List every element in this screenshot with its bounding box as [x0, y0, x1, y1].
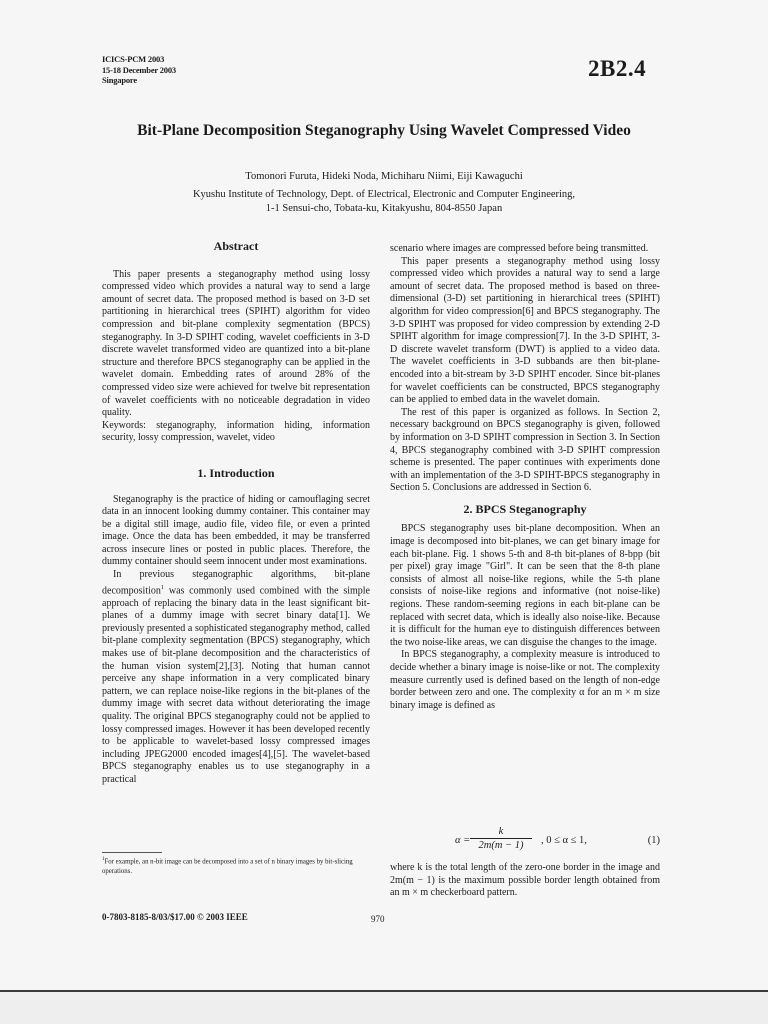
page-number: 970 — [371, 914, 385, 924]
body-paragraph: scenario where images are compressed before being transmitted. — [390, 243, 649, 254]
equation-numerator: k — [498, 826, 504, 837]
abstract-body: This paper presents a steganography method using lossy compressed video which provides a natural way to send a large amount of secret data. The proposed method is based on 3-D set partitioning in hierarchical trees (SPIHT) algorithm for video compression and bit-plane complexity segmentation (BPCS) steganography. In 3-D SPIHT coding, wavelet coefficients in 3-D discrete wavelet transformed video are quantized into a bit-plane structure and therefore BPCS steganography can be applied in the wavelet domain. Embedding rates of around 28% of the compressed video size were achieved for twelve bit representation of wavelet coefficients with no noticeable degradation in video quality. — [102, 268, 370, 419]
left-column — [102, 240, 370, 786]
footnote — [102, 855, 372, 876]
intro-text: was commonly used combined with the simple approach of replacing the binary data in the least significant bit-planes of a dummy image with secret binary data[1]. We previously presented a sophisticated steganography method, called bit-plane complexity segmentation (BPCS) steganography, which makes use of bit-plane decomposition and the characteristics of the human vision system[2],[3]. Noting that human cannot perceive any shape information in a very complicated binary pattern, we can replace noise-like regions in the bit-planes of the dummy image with secret data without deteriorating the image quality. The original BPCS steganography could not be applied to lossy compressed images. However it has been developed recently to be applicable to wavelet-based lossy compressed images including JPEG2000 encoded images[4],[5]. The wavelet-based BPCS steganography enables us to use steganography in a practical — [102, 584, 370, 785]
equation-1 — [455, 826, 660, 856]
author-list: Tomonori Furuta, Hideki Noda, Michiharu Niimi, Eiji Kawaguchi — [245, 171, 523, 182]
footnote-text: For example, an n-bit image can be decomposed into a set of n binary images by bit-slicing operations. — [102, 858, 353, 875]
body-paragraph: The rest of this paper is organized as follows. In Section 2, necessary background on BPCS steganography is given, followed by information on 3-D SPIHT compression in Section 3. In Section 4, BPCS steganography combined with 3-D SPIHT compression scheme is presented. The paper continues with experiments done with an implementation of the 3-D SPIHT-BPCS steganography in Section 5. Conclusions are addressed in Section 6. — [390, 406, 660, 494]
paper-title: Bit-Plane Decomposition Steganography Using Wavelet Compressed Video — [137, 122, 631, 139]
scan-margin — [0, 992, 768, 1024]
abstract-heading: Abstract — [213, 239, 259, 253]
equation-denominator: 2m(m − 1) — [478, 840, 524, 851]
equation-number: (1) — [647, 835, 660, 846]
conference-location: Singapore — [102, 75, 137, 85]
footnote-divider — [102, 852, 162, 853]
equation-fraction — [470, 826, 532, 851]
conference-info — [102, 54, 176, 86]
affiliation — [0, 188, 768, 216]
equation-lhs: α = — [455, 835, 471, 846]
equation-condition: , 0 ≤ α ≤ 1, — [541, 835, 587, 846]
conference-name: ICICS-PCM 2003 — [102, 54, 165, 64]
intro-text: In previous steganographic algorithms, bit-plane decomposition — [102, 569, 370, 596]
isbn-copyright: 0-7803-8185-8/03/$17.00 © 2003 IEEE — [102, 912, 248, 922]
fraction-bar — [470, 838, 532, 839]
body-paragraph: In BPCS steganography, a complexity measure is introduced to decide whether a binary image is noise-like or not. The complexity measure currently used is defined based on the length of non-edge border between zero and one. The complexity α for an m × m size binary image is defined as — [390, 649, 660, 711]
after-equation-text: where k is the total length of the zero-one border in the image and 2m(m − 1) is the maximum possible border length obtained from an m × m checkerboard pattern. — [390, 862, 660, 899]
affiliation-line: Kyushu Institute of Technology, Dept. of Electrical, Electronic and Computer Engineering, — [192, 189, 576, 200]
body-paragraph: BPCS steganography uses bit-plane decomposition. When an image is decomposed into bit-planes, we can get binary image for each bit-plane. Fig. 1 shows 5-th and 8-th bit-planes of 8-bpp (bit per pixel) gray image "Girl". It can be seen that the 8-th plane consists of almost all noise-like regions, while the 5-th plane consists of noise-like regions and informative (not noise-like) regions. These random-seeming regions in each bit-plane can be replaced with secret data, which is ideally also noise-like. Because it is difficult for the human eye to distinguish differences between the two noise-like areas, we can disguise the changes to the image. — [390, 523, 660, 648]
footnote-number: 1 — [102, 857, 105, 862]
body-paragraph: This paper presents a steganography method using lossy compressed video which provides a natural way to send a large amount of secret data. The proposed method is based on three-dimensional (3-D) set partitioning in hierarchical trees (SPIHT) algorithm for video compression[6] and BPCS steganography. The 3-D SPIHT was proposed for video compression by extending 2-D SPIHT algorithm for image compression[7]. In the 3-D SPIHT, 3-D discrete wavelet transform (DWT) is applied to a video data. The wavelet coefficients in 3-D subbands are then bit-plane-encoded into a bit-stream by 3-D SPIHT encoder. Since bit-planes for wavelet coefficients can be constructed, BPCS steganography can be applied to embed data in the wavelet domain. — [390, 255, 660, 406]
paper-code: 2B2.4 — [588, 56, 647, 81]
intro-paragraph: Steganography is the practice of hiding or camouflaging secret data in an innocent looking dummy container. This container may be a digital still image, audio file, video file, or even a printed image. Once the data has been embedded, it may be transferred across insecure lines or posted in public places. Therefore, the dummy container should seem innocent under most examinations. — [102, 493, 370, 568]
intro-paragraph-2 — [102, 569, 370, 786]
footnote-marker: 1 — [160, 583, 165, 591]
keywords: Keywords: steganography, information hiding, information security, lossy compression, wavelet, video — [102, 419, 370, 444]
conference-dates: 15-18 December 2003 — [102, 64, 176, 75]
section-heading-bpcs: 2. BPCS Steganography — [463, 501, 587, 516]
affiliation-line: 1-1 Sensui-cho, Tobata-ku, Kitakyushu, 804-8550 Japan — [265, 203, 503, 214]
section-heading-introduction: 1. Introduction — [197, 465, 275, 480]
right-column — [390, 243, 660, 712]
